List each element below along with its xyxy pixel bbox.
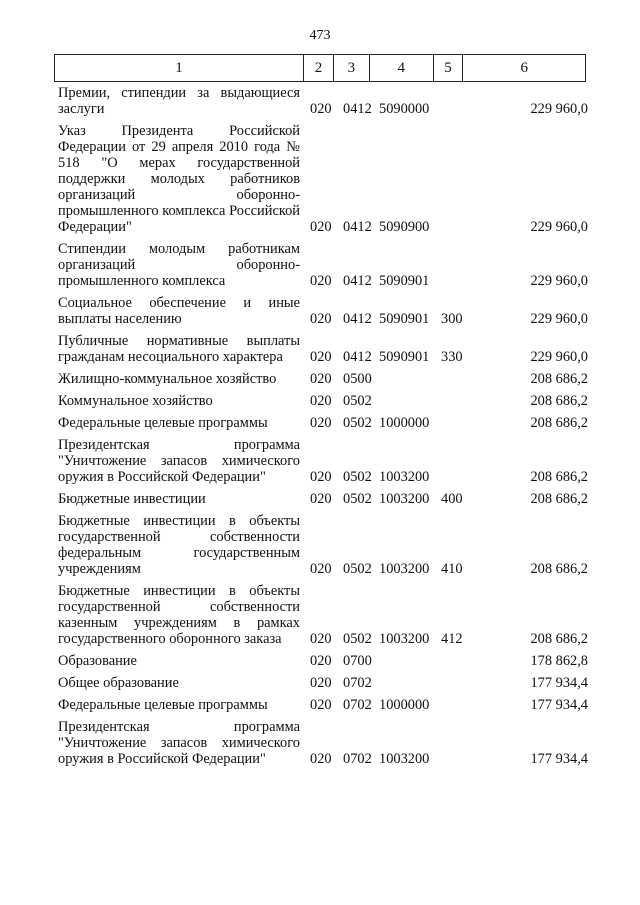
table-row [58, 371, 588, 387]
row-name: Общее образование [58, 675, 179, 691]
row-name: Федеральные целевые программы [58, 697, 268, 713]
row-code: 020 [310, 697, 332, 713]
header-col-6: 6 [520, 59, 528, 76]
table-row [58, 697, 588, 713]
row-amount: 229 960,0 [530, 311, 588, 327]
row-name: Бюджетные инвестиции в объекты государственной собственности казенным учреждениям в рамках государственного оборонного заказа [58, 583, 300, 647]
row-name: Федеральные целевые программы [58, 415, 268, 431]
row-section: 0702 [343, 675, 372, 691]
row-name: Жилищно-коммунальное хозяйство [58, 371, 277, 387]
row-name: Публичные нормативные выплаты гражданам несоциального характера [58, 333, 300, 365]
row-expense-type: 410 [441, 561, 463, 577]
row-amount: 208 686,2 [530, 491, 588, 507]
table-row [58, 675, 588, 691]
row-section: 0412 [343, 101, 372, 117]
row-section: 0702 [343, 751, 372, 767]
budget-table [58, 85, 588, 773]
row-code: 020 [310, 349, 332, 365]
row-name: Образование [58, 653, 137, 669]
row-section: 0702 [343, 697, 372, 713]
table-row [58, 653, 588, 669]
row-section: 0412 [343, 219, 372, 235]
row-code: 020 [310, 273, 332, 289]
row-code: 020 [310, 675, 332, 691]
row-amount: 208 686,2 [530, 415, 588, 431]
row-section: 0502 [343, 415, 372, 431]
row-code: 020 [310, 219, 332, 235]
table-row [58, 513, 588, 577]
row-amount: 229 960,0 [530, 349, 588, 365]
table-row [58, 437, 588, 485]
row-amount: 177 934,4 [530, 697, 588, 713]
row-code: 020 [310, 101, 332, 117]
row-name: Президентская программа "Уничтожение запасов химического оружия в Российской Федерации" [58, 437, 300, 485]
row-name: Социальное обеспечение и иные выплаты населению [58, 295, 300, 327]
row-name: Коммунальное хозяйство [58, 393, 213, 409]
row-target-article: 1003200 [379, 631, 430, 647]
row-code: 020 [310, 415, 332, 431]
header-col-4: 4 [370, 55, 434, 81]
row-section: 0412 [343, 349, 372, 365]
row-amount: 177 934,4 [530, 751, 588, 767]
row-target-article: 1003200 [379, 561, 430, 577]
page-number: 473 [309, 28, 331, 43]
row-amount: 229 960,0 [530, 273, 588, 289]
row-target-article: 1003200 [379, 469, 430, 485]
table-row [58, 583, 588, 647]
row-target-article: 1000000 [379, 415, 430, 431]
row-target-article: 5090901 [379, 311, 430, 327]
row-code: 020 [310, 311, 332, 327]
table-row [58, 333, 588, 365]
row-code: 020 [310, 561, 332, 577]
row-name: Президентская программа "Уничтожение запасов химического оружия в Российской Федерации" [58, 719, 300, 767]
row-section: 0502 [343, 631, 372, 647]
row-section: 0502 [343, 469, 372, 485]
row-target-article: 5090000 [379, 101, 430, 117]
row-amount: 177 934,4 [530, 675, 588, 691]
table-row [58, 123, 588, 235]
header-col-5: 5 [434, 55, 464, 81]
row-target-article: 1003200 [379, 751, 430, 767]
row-section: 0502 [343, 561, 372, 577]
row-name: Бюджетные инвестиции в объекты государственной собственности федеральным государственным учреждениям [58, 513, 300, 577]
row-code: 020 [310, 491, 332, 507]
table-row [58, 719, 588, 767]
header-col-1: 1 [55, 55, 304, 81]
row-code: 020 [310, 371, 332, 387]
row-code: 020 [310, 751, 332, 767]
row-expense-type: 300 [441, 311, 463, 327]
row-name: Стипендии молодым работникам организаций оборонно-промышленного комплекса [58, 241, 300, 289]
row-amount: 208 686,2 [530, 631, 588, 647]
row-code: 020 [310, 631, 332, 647]
row-target-article: 1000000 [379, 697, 430, 713]
row-amount: 208 686,2 [530, 561, 588, 577]
row-section: 0412 [343, 311, 372, 327]
row-name: Указ Президента Российской Федерации от 29 апреля 2010 года № 518 "О мерах государственной поддержки молодых работников организаций оборонно-промышленного комплекса Российской Федерации" [58, 123, 300, 235]
row-amount: 208 686,2 [530, 469, 588, 485]
row-target-article: 1003200 [379, 491, 430, 507]
row-amount: 229 960,0 [530, 101, 588, 117]
row-amount: 178 862,8 [530, 653, 588, 669]
row-code: 020 [310, 469, 332, 485]
header-col-2: 2 [304, 55, 334, 81]
header-col-3: 3 [334, 55, 370, 81]
row-section: 0412 [343, 273, 372, 289]
table-row [58, 415, 588, 431]
row-section: 0502 [343, 393, 372, 409]
row-expense-type: 330 [441, 349, 463, 365]
table-row [58, 393, 588, 409]
row-section: 0502 [343, 491, 372, 507]
row-section: 0700 [343, 653, 372, 669]
row-section: 0500 [343, 371, 372, 387]
row-target-article: 5090900 [379, 219, 430, 235]
table-row [58, 85, 588, 117]
row-target-article: 5090901 [379, 273, 430, 289]
row-expense-type: 400 [441, 491, 463, 507]
row-amount: 208 686,2 [530, 393, 588, 409]
row-amount: 208 686,2 [530, 371, 588, 387]
table-row [58, 295, 588, 327]
table-header [54, 54, 586, 82]
row-code: 020 [310, 393, 332, 409]
row-code: 020 [310, 653, 332, 669]
row-expense-type: 412 [441, 631, 463, 647]
table-row [58, 491, 588, 507]
row-name: Премии, стипендии за выдающиеся заслуги [58, 85, 300, 117]
table-row [58, 241, 588, 289]
row-name: Бюджетные инвестиции [58, 491, 206, 507]
row-amount: 229 960,0 [530, 219, 588, 235]
row-target-article: 5090901 [379, 349, 430, 365]
